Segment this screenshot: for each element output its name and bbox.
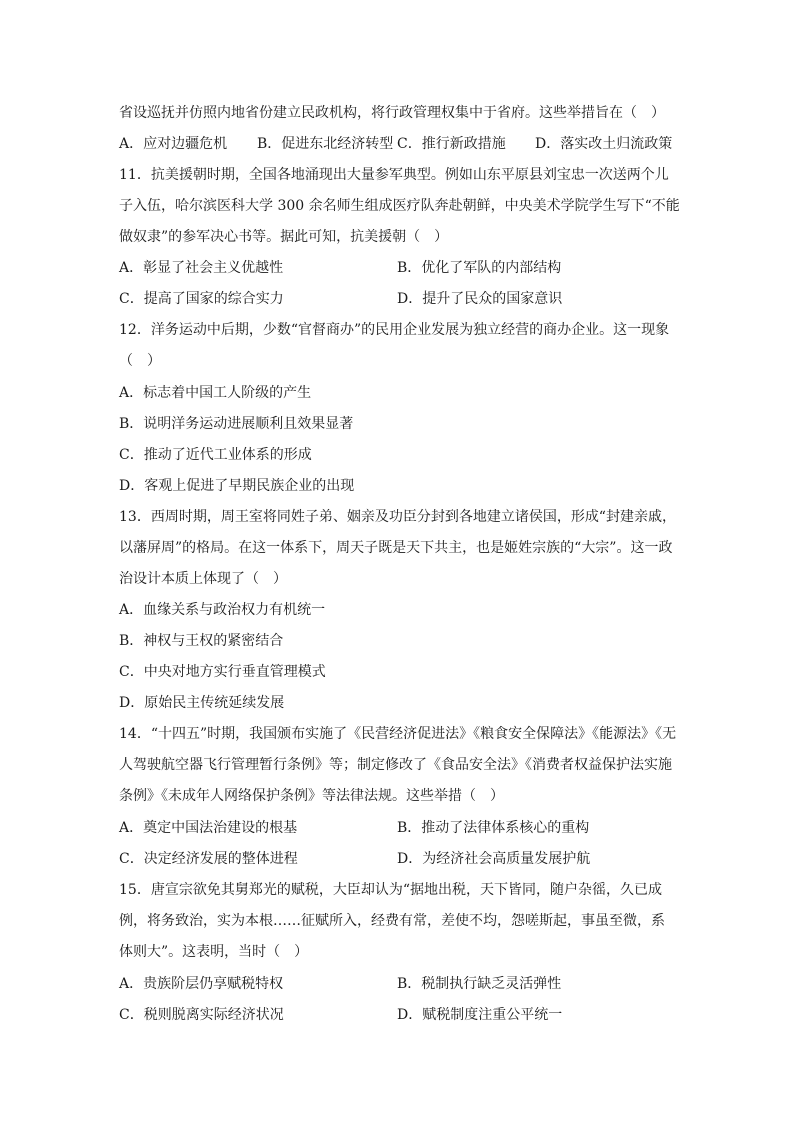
q12-stem-line-2: （ ） <box>119 353 161 369</box>
q12-option-d: D．客观上促进了早期民族企业的出现 <box>119 478 355 494</box>
q14-stem-line-3: 条例》《未成年人网络保护条例》等法律法规。这些举措（ ） <box>119 788 504 804</box>
q13-stem-line-2: 以藩屏周”的格局。在这一体系下，周天子既是天下共主，也是姬姓宗族的“大宗”。这一政 <box>119 540 673 556</box>
q14-option-a: A．奠定中国法治建设的根基 <box>119 820 298 836</box>
q11-option-a: A．彰显了社会主义优越性 <box>119 260 284 276</box>
q11-option-c: C．提高了国家的综合实力 <box>119 291 284 307</box>
q14-stem-line-2: 人驾驶航空器飞行管理暂行条例》等；制定修改了《食品安全法》《消费者权益保护法实施 <box>119 757 672 773</box>
q13-option-c: C．中央对地方实行垂直管理模式 <box>119 664 326 680</box>
q15-stem-line-2: 例，将务致治，实为本根……征赋所入，经费有常，差使不均，怨嗟斯起，事虽至微，系 <box>119 913 665 929</box>
q10-stem-tail: 省设巡抚并仿照内地省份建立民政机构，将行政管理权集中于省府。这些举措旨在（ ） <box>119 105 665 121</box>
q14-option-d: D．为经济社会高质量发展护航 <box>397 851 591 867</box>
q15-stem-line-1: 15．唐宣宗欲免其舅郑光的赋税，大臣却认为“据地出税，天下皆同，随户杂徭，久已成 <box>119 882 662 898</box>
q13-stem-line-3: 治设计本质上体现了（ ） <box>119 571 287 587</box>
q11-stem-line-3: 做奴隶”的参军决心书等。据此可知，抗美援朝（ ） <box>119 229 449 245</box>
q11-option-d: D．提升了民众的国家意识 <box>397 291 563 307</box>
q15-stem-line-3: 体则大”。这表明，当时（ ） <box>119 944 309 960</box>
q12-option-a: A．标志着中国工人阶级的产生 <box>119 385 312 401</box>
q11-stem-line-1: 11．抗美援朝时期，全国各地涌现出大量参军典型。例如山东平原县刘宝忠一次送两个儿 <box>119 167 669 183</box>
q13-stem-line-1: 13．西周时期，周王室将同姓子弟、姻亲及功臣分封到各地建立诸侯国，形成“封建亲戚， <box>119 509 676 525</box>
q10-option-b: B．促进东北经济转型 <box>257 136 394 152</box>
q11-stem-line-2: 子入伍，哈尔滨医科大学 300 余名师生组成医疗队奔赴朝鲜，中央美术学院学生写下“不能 <box>119 198 680 214</box>
q12-option-b: B．说明洋务运动进展顺利且效果显著 <box>119 416 354 432</box>
q15-option-d: D．赋税制度注重公平统一 <box>397 1007 563 1023</box>
q12-stem-line-1: 12．洋务运动中后期，少数“官督商办”的民用企业发展为独立经营的商办企业。这一现象 <box>119 322 670 338</box>
q11-option-b: B．优化了军队的内部结构 <box>397 260 562 276</box>
q10-option-c: C．推行新政措施 <box>397 136 506 152</box>
q14-stem-line-1: 14．“十四五”时期，我国颁布实施了《民营经济促进法》《粮食安全保障法》《能源法》《无 <box>119 726 677 742</box>
q14-option-b: B．推动了法律体系核心的重构 <box>397 820 590 836</box>
q12-option-c: C．推动了近代工业体系的形成 <box>119 447 312 463</box>
q15-option-a: A．贵族阶层仍享赋税特权 <box>119 976 284 992</box>
q15-option-b: B．税制执行缺乏灵活弹性 <box>397 976 562 992</box>
q13-option-d: D．原始民主传统延续发展 <box>119 695 285 711</box>
q10-option-a: A．应对边疆危机 <box>119 136 228 152</box>
q14-option-c: C．决定经济发展的整体进程 <box>119 851 298 867</box>
q10-option-d: D．落实改土归流政策 <box>535 136 673 152</box>
q15-option-c: C．税则脱离实际经济状况 <box>119 1007 284 1023</box>
q13-option-b: B．神权与王权的紧密结合 <box>119 633 284 649</box>
q13-option-a: A．血缘关系与政治权力有机统一 <box>119 602 326 618</box>
